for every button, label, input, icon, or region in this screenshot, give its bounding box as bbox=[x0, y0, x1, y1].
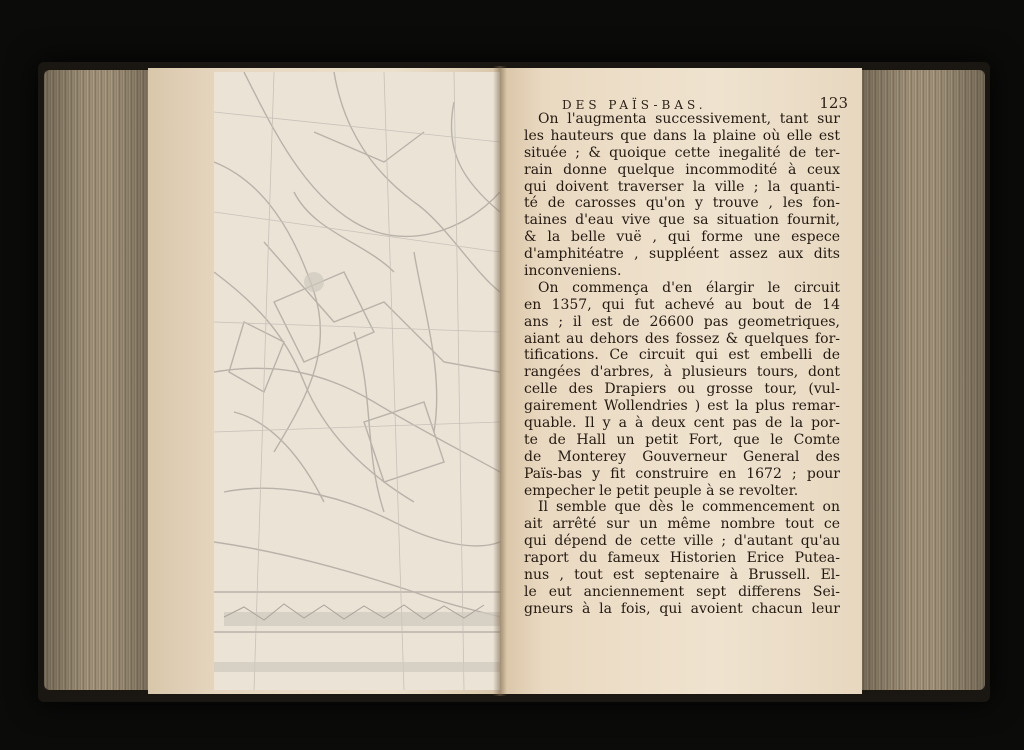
text-line: tifications. Ce circuit qui est embelli de bbox=[524, 347, 840, 364]
running-title: DES PAÏS-BAS. bbox=[562, 98, 707, 112]
text-line: en 1357, qui fut achevé au bout de 14 bbox=[524, 296, 840, 313]
body-text bbox=[524, 111, 840, 618]
text-line: quable. Il y a à deux cent pas de la por- bbox=[524, 415, 840, 432]
text-line: Païs-bas y fit construire en 1672 ; pour bbox=[524, 465, 840, 482]
book-gutter bbox=[493, 66, 507, 696]
text-line: qui doivent traverser la ville ; la quanti- bbox=[524, 178, 840, 195]
text-line: ait arrêté sur un même nombre tout ce bbox=[524, 516, 840, 533]
right-page-edges bbox=[860, 70, 985, 690]
text-line: On commença d'en élargir le circuit bbox=[538, 279, 840, 296]
left-page bbox=[148, 68, 500, 694]
text-line: les hauteurs que dans la plaine où elle est bbox=[524, 127, 840, 144]
text-line: ans ; il est de 26600 pas geometriques, bbox=[524, 313, 840, 330]
text-line: nus , tout est septenaire à Brussell. El- bbox=[524, 567, 840, 584]
text-line: taines d'eau vive que sa situation fournit, bbox=[524, 212, 840, 229]
text-line: qui dépend de cette ville ; d'autant qu'au bbox=[524, 533, 840, 550]
text-line: gneurs à la fois, qui avoient chacun leur bbox=[524, 600, 840, 617]
text-line: celle des Drapiers ou grosse tour, (vul- bbox=[524, 381, 840, 398]
left-page-edges bbox=[44, 70, 154, 690]
text-line: rangées d'arbres, à plusieurs tours, dont bbox=[524, 364, 840, 381]
city-map-plate bbox=[214, 72, 500, 690]
text-line: rain donne quelque incommodité à ceux bbox=[524, 161, 840, 178]
text-line: aiant au dehors des fossez & quelques for- bbox=[524, 330, 840, 347]
text-line: Il semble que dès le commencement on bbox=[538, 499, 840, 516]
text-line: située ; & quoique cette inegalité de ter- bbox=[524, 144, 840, 161]
text-line: inconveniens. bbox=[524, 263, 622, 280]
text-line: te de Hall un petit Fort, que le Comte bbox=[524, 431, 840, 448]
text-line: On l'augmenta successivement, tant sur bbox=[538, 111, 840, 127]
text-line: raport du fameux Historien Erice Putea- bbox=[524, 550, 840, 567]
text-line: le eut anciennement sept differens Sei- bbox=[524, 583, 840, 600]
text-line: té de carosses qu'on y trouve , les fon- bbox=[524, 195, 840, 212]
right-page bbox=[500, 68, 862, 694]
text-line: & la belle vuë , qui forme une espece bbox=[524, 229, 840, 246]
city-map-illustration bbox=[214, 72, 500, 690]
page-number: 123 bbox=[819, 94, 848, 112]
text-line: gairement Wollendries ) est la plus remar- bbox=[524, 398, 840, 415]
text-line: d'amphitéatre , suppléent assez aux dits bbox=[524, 246, 840, 263]
text-line: de Monterey Gouverneur General des bbox=[524, 448, 840, 465]
text-line: empecher le petit peuple à se revolter. bbox=[524, 482, 799, 499]
